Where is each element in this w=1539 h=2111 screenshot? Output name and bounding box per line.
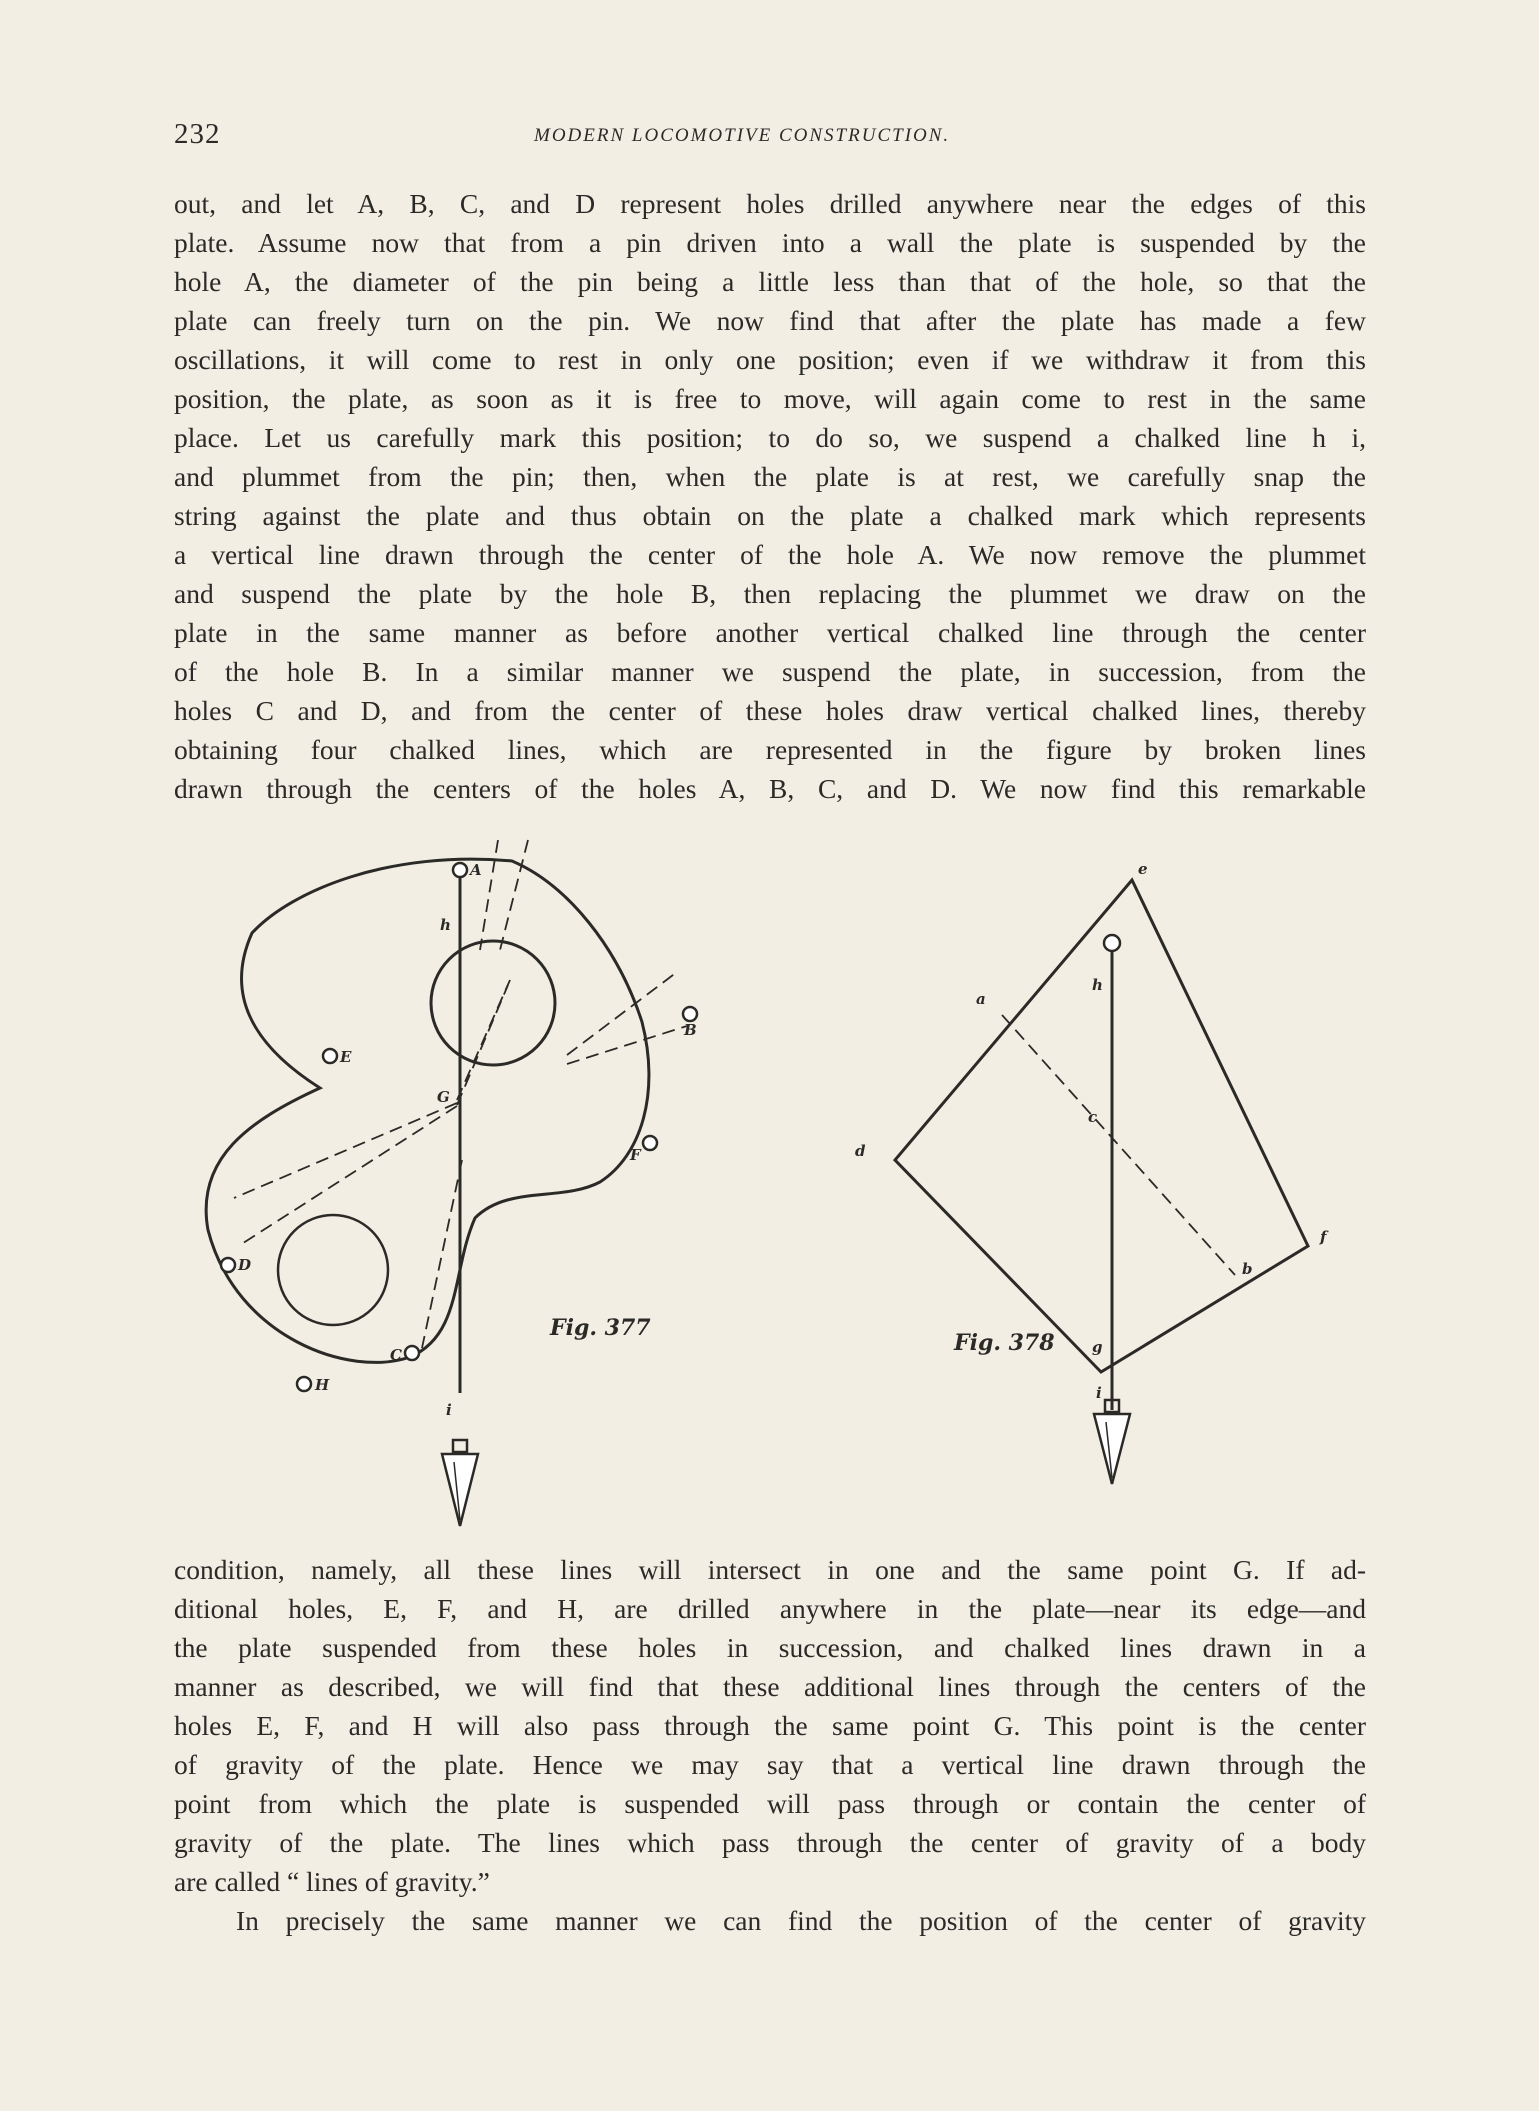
label-i: i <box>1096 1384 1102 1402</box>
label-a: a <box>976 990 986 1008</box>
label-d: d <box>855 1142 866 1160</box>
text-line: ditional holes, E, F, and H, are drilled anywhere in the plate—near its edge—and <box>174 1593 1366 1624</box>
text-line: position, the plate, as soon as it is free to move, will again come to rest in the same <box>174 383 1366 414</box>
figure-illustrations <box>190 830 1380 1550</box>
label-c: C <box>390 1346 402 1364</box>
text-line: hole A, the diameter of the pin being a little less than that of the hole, so that the <box>174 266 1366 297</box>
fig-378-caption: Fig. 378 <box>954 1330 1055 1356</box>
label-h-hole: H <box>315 1376 330 1394</box>
text-line: of gravity of the plate. Hence we may say that a vertical line drawn through the <box>174 1749 1366 1780</box>
label-g: G <box>437 1088 450 1106</box>
text-line: plate. Assume now that from a pin driven into a wall the plate is suspended by the <box>174 227 1366 258</box>
hole-h <box>297 1377 311 1391</box>
hole-b <box>683 1007 697 1021</box>
label-b: B <box>684 1021 697 1039</box>
paragraph-3 <box>174 1901 1366 1940</box>
text-line: are called “ lines of gravity.” <box>174 1866 490 1897</box>
paragraph-1 <box>174 184 1366 808</box>
text-line: oscillations, it will come to rest in only one position; even if we withdraw it from this <box>174 344 1366 375</box>
running-title: MODERN LOCOMOTIVE CONSTRUCTION. <box>534 125 951 146</box>
text-line: In precisely the same manner we can find the position of the center of gravity <box>236 1905 1366 1936</box>
label-f: F <box>630 1146 641 1164</box>
page-number: 232 <box>174 118 221 150</box>
label-c: c <box>1088 1108 1098 1126</box>
label-a: A <box>470 861 482 879</box>
text-line: string against the plate and thus obtain on the plate a chalked mark which represents <box>174 500 1366 531</box>
fig-377-plate <box>206 859 649 1393</box>
text-line: of the hole B. In a similar manner we suspend the plate, in succession, from the <box>174 656 1366 687</box>
hole-e <box>323 1049 337 1063</box>
label-i: i <box>446 1401 452 1419</box>
text-line: plate can freely turn on the pin. We now find that after the plate has made a few <box>174 305 1366 336</box>
paragraph-2 <box>174 1550 1366 1901</box>
text-line: manner as described, we will find that these additional lines through the centers of the <box>174 1671 1366 1702</box>
text-line: gravity of the plate. The lines which pass through the center of gravity of a body <box>174 1827 1366 1858</box>
label-g: g <box>1092 1338 1103 1356</box>
hole-c <box>405 1346 419 1360</box>
label-b: b <box>1242 1260 1253 1278</box>
fig-378-point-labels <box>855 860 1329 1402</box>
label-f: f <box>1320 1228 1327 1246</box>
text-line: a vertical line drawn through the center of the hole A. We now remove the plummet <box>174 539 1366 570</box>
page-header <box>174 118 1366 158</box>
label-h: h <box>440 916 451 934</box>
figures-377-378 <box>190 830 1380 1550</box>
text-line: obtaining four chalked lines, which are represented in the figure by broken lines <box>174 734 1366 765</box>
text-line: condition, namely, all these lines will intersect in one and the same point G. If ad- <box>174 1554 1366 1585</box>
hole-f <box>643 1136 657 1150</box>
text-line: the plate suspended from these holes in succession, and chalked lines drawn in a <box>174 1632 1366 1663</box>
label-d: D <box>238 1256 252 1274</box>
text-line: point from which the plate is suspended will pass through or contain the center of <box>174 1788 1366 1819</box>
label-h: h <box>1092 976 1103 994</box>
text-line: place. Let us carefully mark this position; to do so, we suspend a chalked line h i, <box>174 422 1366 453</box>
label-e: E <box>340 1048 352 1066</box>
text-line: plate in the same manner as before another vertical chalked line through the center <box>174 617 1366 648</box>
text-line: and plummet from the pin; then, when the plate is at rest, we carefully snap the <box>174 461 1366 492</box>
text-line: drawn through the centers of the holes A, B, C, and D. We now find this remarkable <box>174 773 1366 804</box>
text-line: holes C and D, and from the center of these holes draw vertical chalked lines, thereby <box>174 695 1366 726</box>
label-e: e <box>1138 860 1148 878</box>
text-line: holes E, F, and H will also pass through the same point G. This point is the center <box>174 1710 1366 1741</box>
fig-378-median-lines <box>1002 1015 1235 1275</box>
fig-377-caption: Fig. 377 <box>550 1315 651 1341</box>
hole-d <box>221 1258 235 1272</box>
text-line: and suspend the plate by the hole B, then replacing the plummet we draw on the <box>174 578 1366 609</box>
text-line: out, and let A, B, C, and D represent holes drilled anywhere near the edges of this <box>174 188 1366 219</box>
